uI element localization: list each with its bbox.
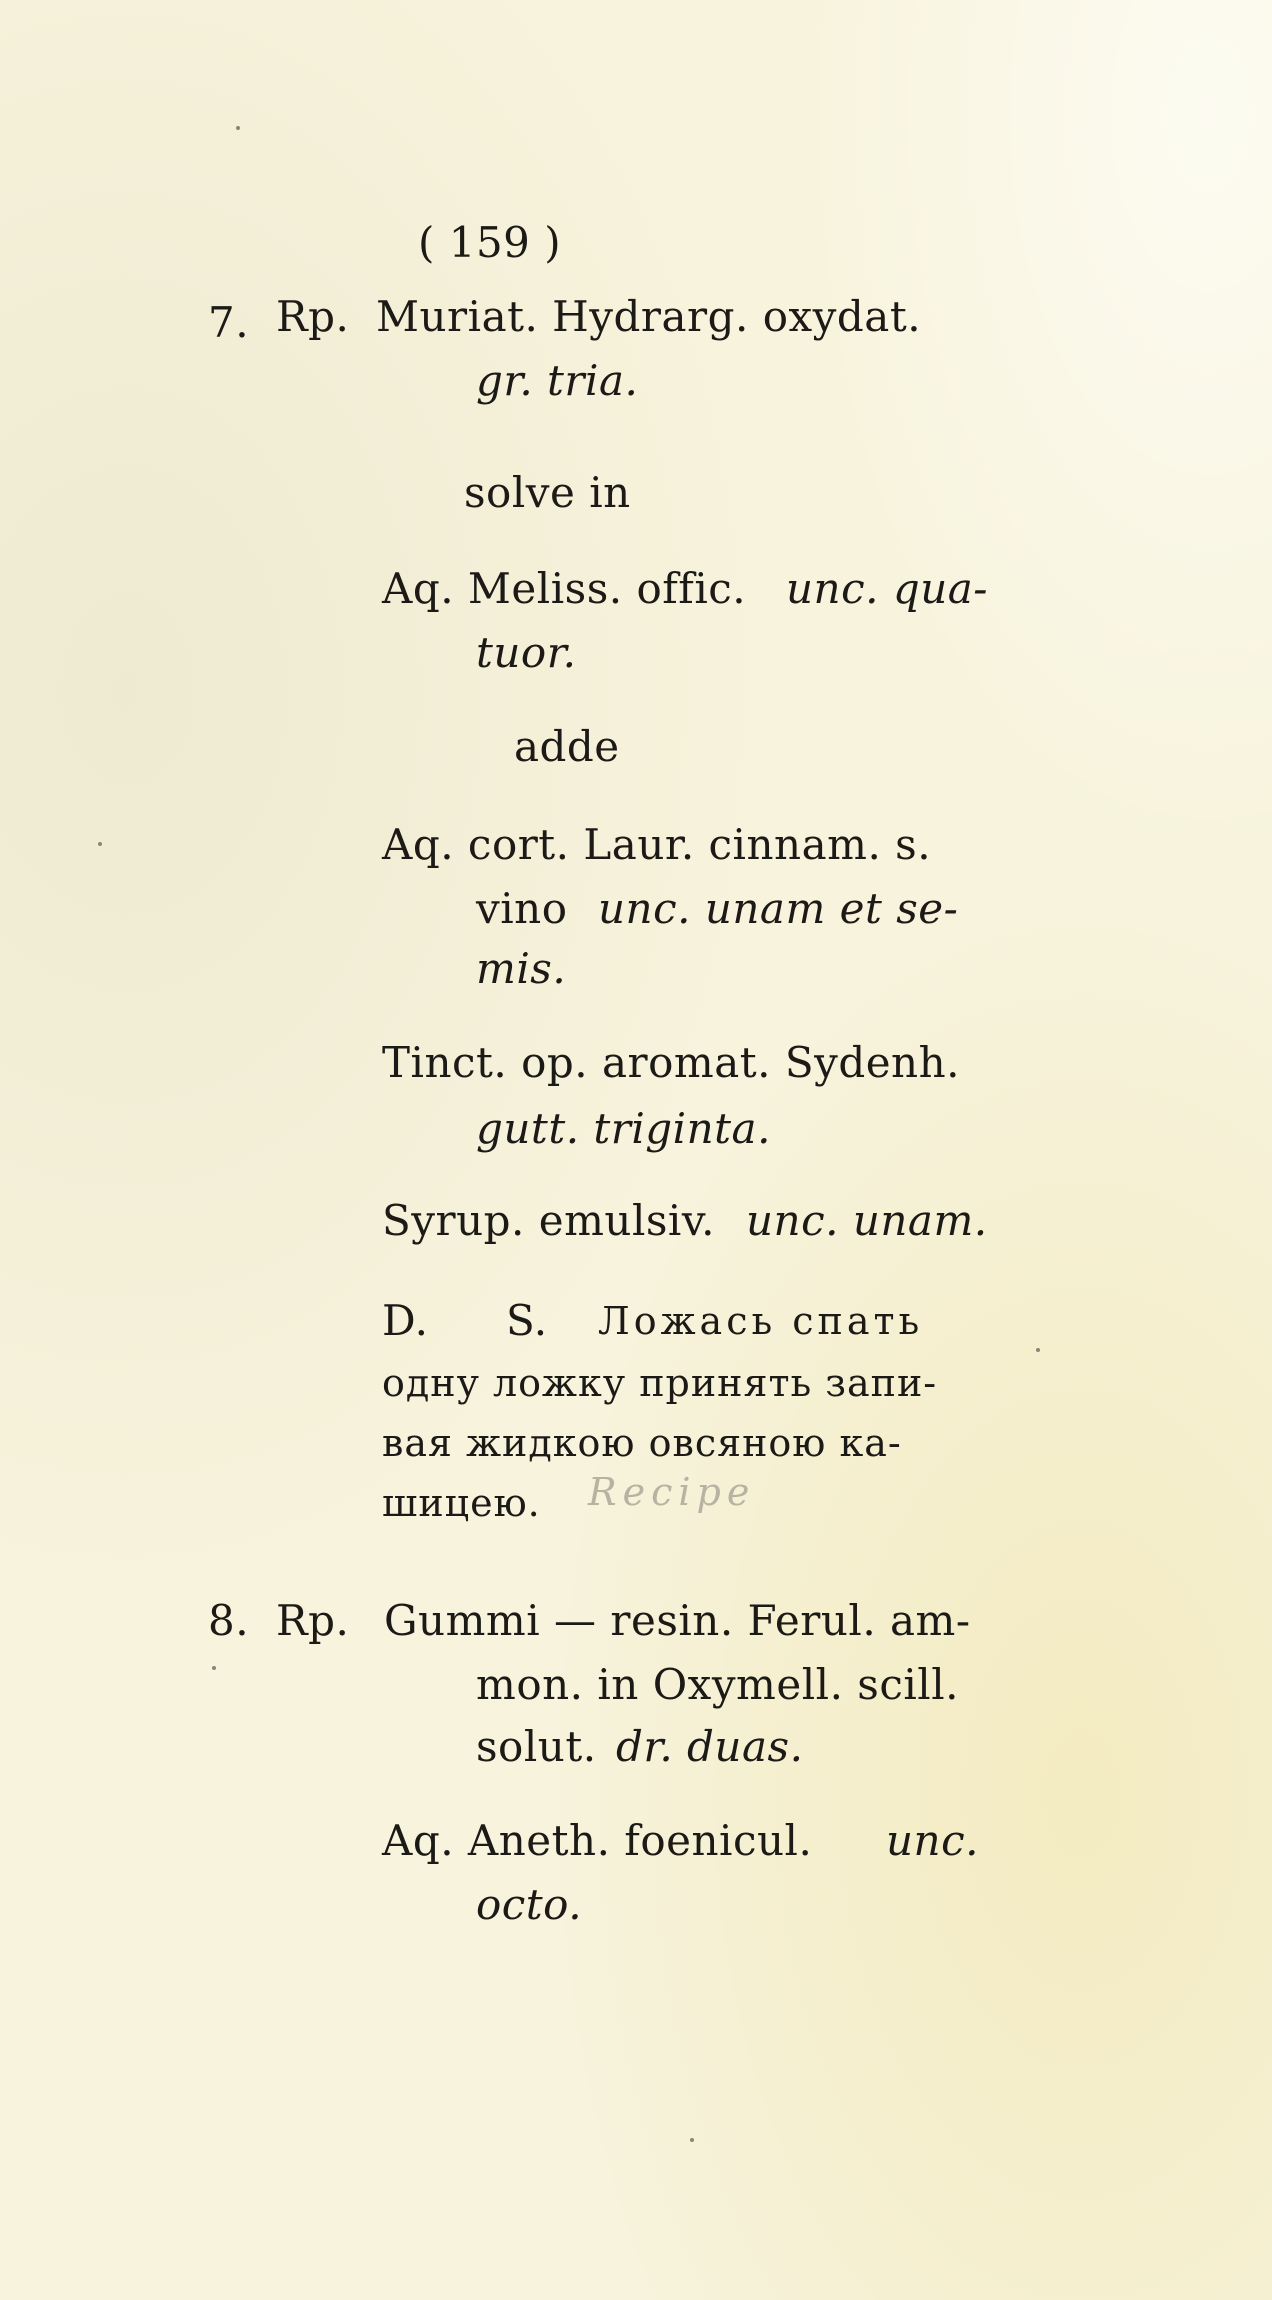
handwritten-note: Recipe bbox=[588, 1470, 756, 1514]
signa-text-line-4: шицею. bbox=[382, 1481, 541, 1525]
ingredient-aq-meliss-dose: unc. qua- bbox=[786, 564, 988, 613]
paper-speck bbox=[236, 126, 240, 130]
signa-d: D. bbox=[382, 1296, 429, 1345]
ingredient-aq-meliss: Aq. Meliss. offic. bbox=[382, 564, 747, 613]
ingredient-aq-cort-vino: vino bbox=[476, 884, 568, 933]
instruction-adde: adde bbox=[514, 722, 620, 771]
recipe-8-ingredient-line-1: Gummi — resin. Ferul. am- bbox=[384, 1596, 971, 1645]
ingredient-syrup: Syrup. emulsiv. bbox=[382, 1196, 715, 1245]
recipe-7-ingredient: Muriat. Hydrarg. oxydat. bbox=[376, 292, 922, 341]
ingredient-aq-cort-dose: unc. unam et se- bbox=[598, 884, 959, 933]
recipe-8-number: 8. bbox=[208, 1596, 250, 1645]
recipe-8-aq-aneth: Aq. Aneth. foenicul. bbox=[382, 1816, 813, 1865]
recipe-8-aq-aneth-dose: unc. bbox=[886, 1816, 979, 1865]
recipe-7-ingredient-dose: gr. tria. bbox=[476, 356, 639, 405]
page-number: ( 159 ) bbox=[418, 218, 562, 267]
paper-speck bbox=[690, 2138, 694, 2142]
signa-text-line-2: одну ложку принять запи- bbox=[382, 1361, 938, 1405]
ingredient-syrup-dose: unc. unam. bbox=[746, 1196, 988, 1245]
recipe-8-ingredient-line-3: solut. bbox=[476, 1722, 597, 1771]
recipe-7-rp: Rp. bbox=[276, 292, 350, 341]
ingredient-aq-cort: Aq. cort. Laur. cinnam. s. bbox=[382, 820, 932, 869]
recipe-8-ingredient-line-2: mon. in Oxymell. scill. bbox=[476, 1660, 960, 1709]
recipe-8-aq-aneth-dose-cont: octo. bbox=[476, 1880, 583, 1929]
recipe-8-rp: Rp. bbox=[276, 1596, 350, 1645]
signa-s: S. bbox=[506, 1296, 548, 1345]
instruction-solve: solve in bbox=[464, 468, 631, 517]
recipe-8-ingredient-dose: dr. duas. bbox=[616, 1722, 804, 1771]
paper-speck bbox=[1036, 1348, 1040, 1352]
ingredient-tinct-dose: gutt. triginta. bbox=[476, 1104, 771, 1153]
signa-text-line-1: Ложась спать bbox=[598, 1299, 924, 1343]
signa-text-line-3: вая жидкою овсяною ка- bbox=[382, 1421, 902, 1465]
recipe-7-number: 7. bbox=[208, 298, 250, 347]
paper-speck bbox=[212, 1666, 216, 1670]
ingredient-aq-cort-dose-cont: mis. bbox=[476, 944, 567, 993]
paper-speck bbox=[98, 842, 102, 846]
ingredient-tinct: Tinct. op. aromat. Sydenh. bbox=[382, 1038, 961, 1087]
ingredient-aq-meliss-dose-cont: tuor. bbox=[476, 628, 577, 677]
